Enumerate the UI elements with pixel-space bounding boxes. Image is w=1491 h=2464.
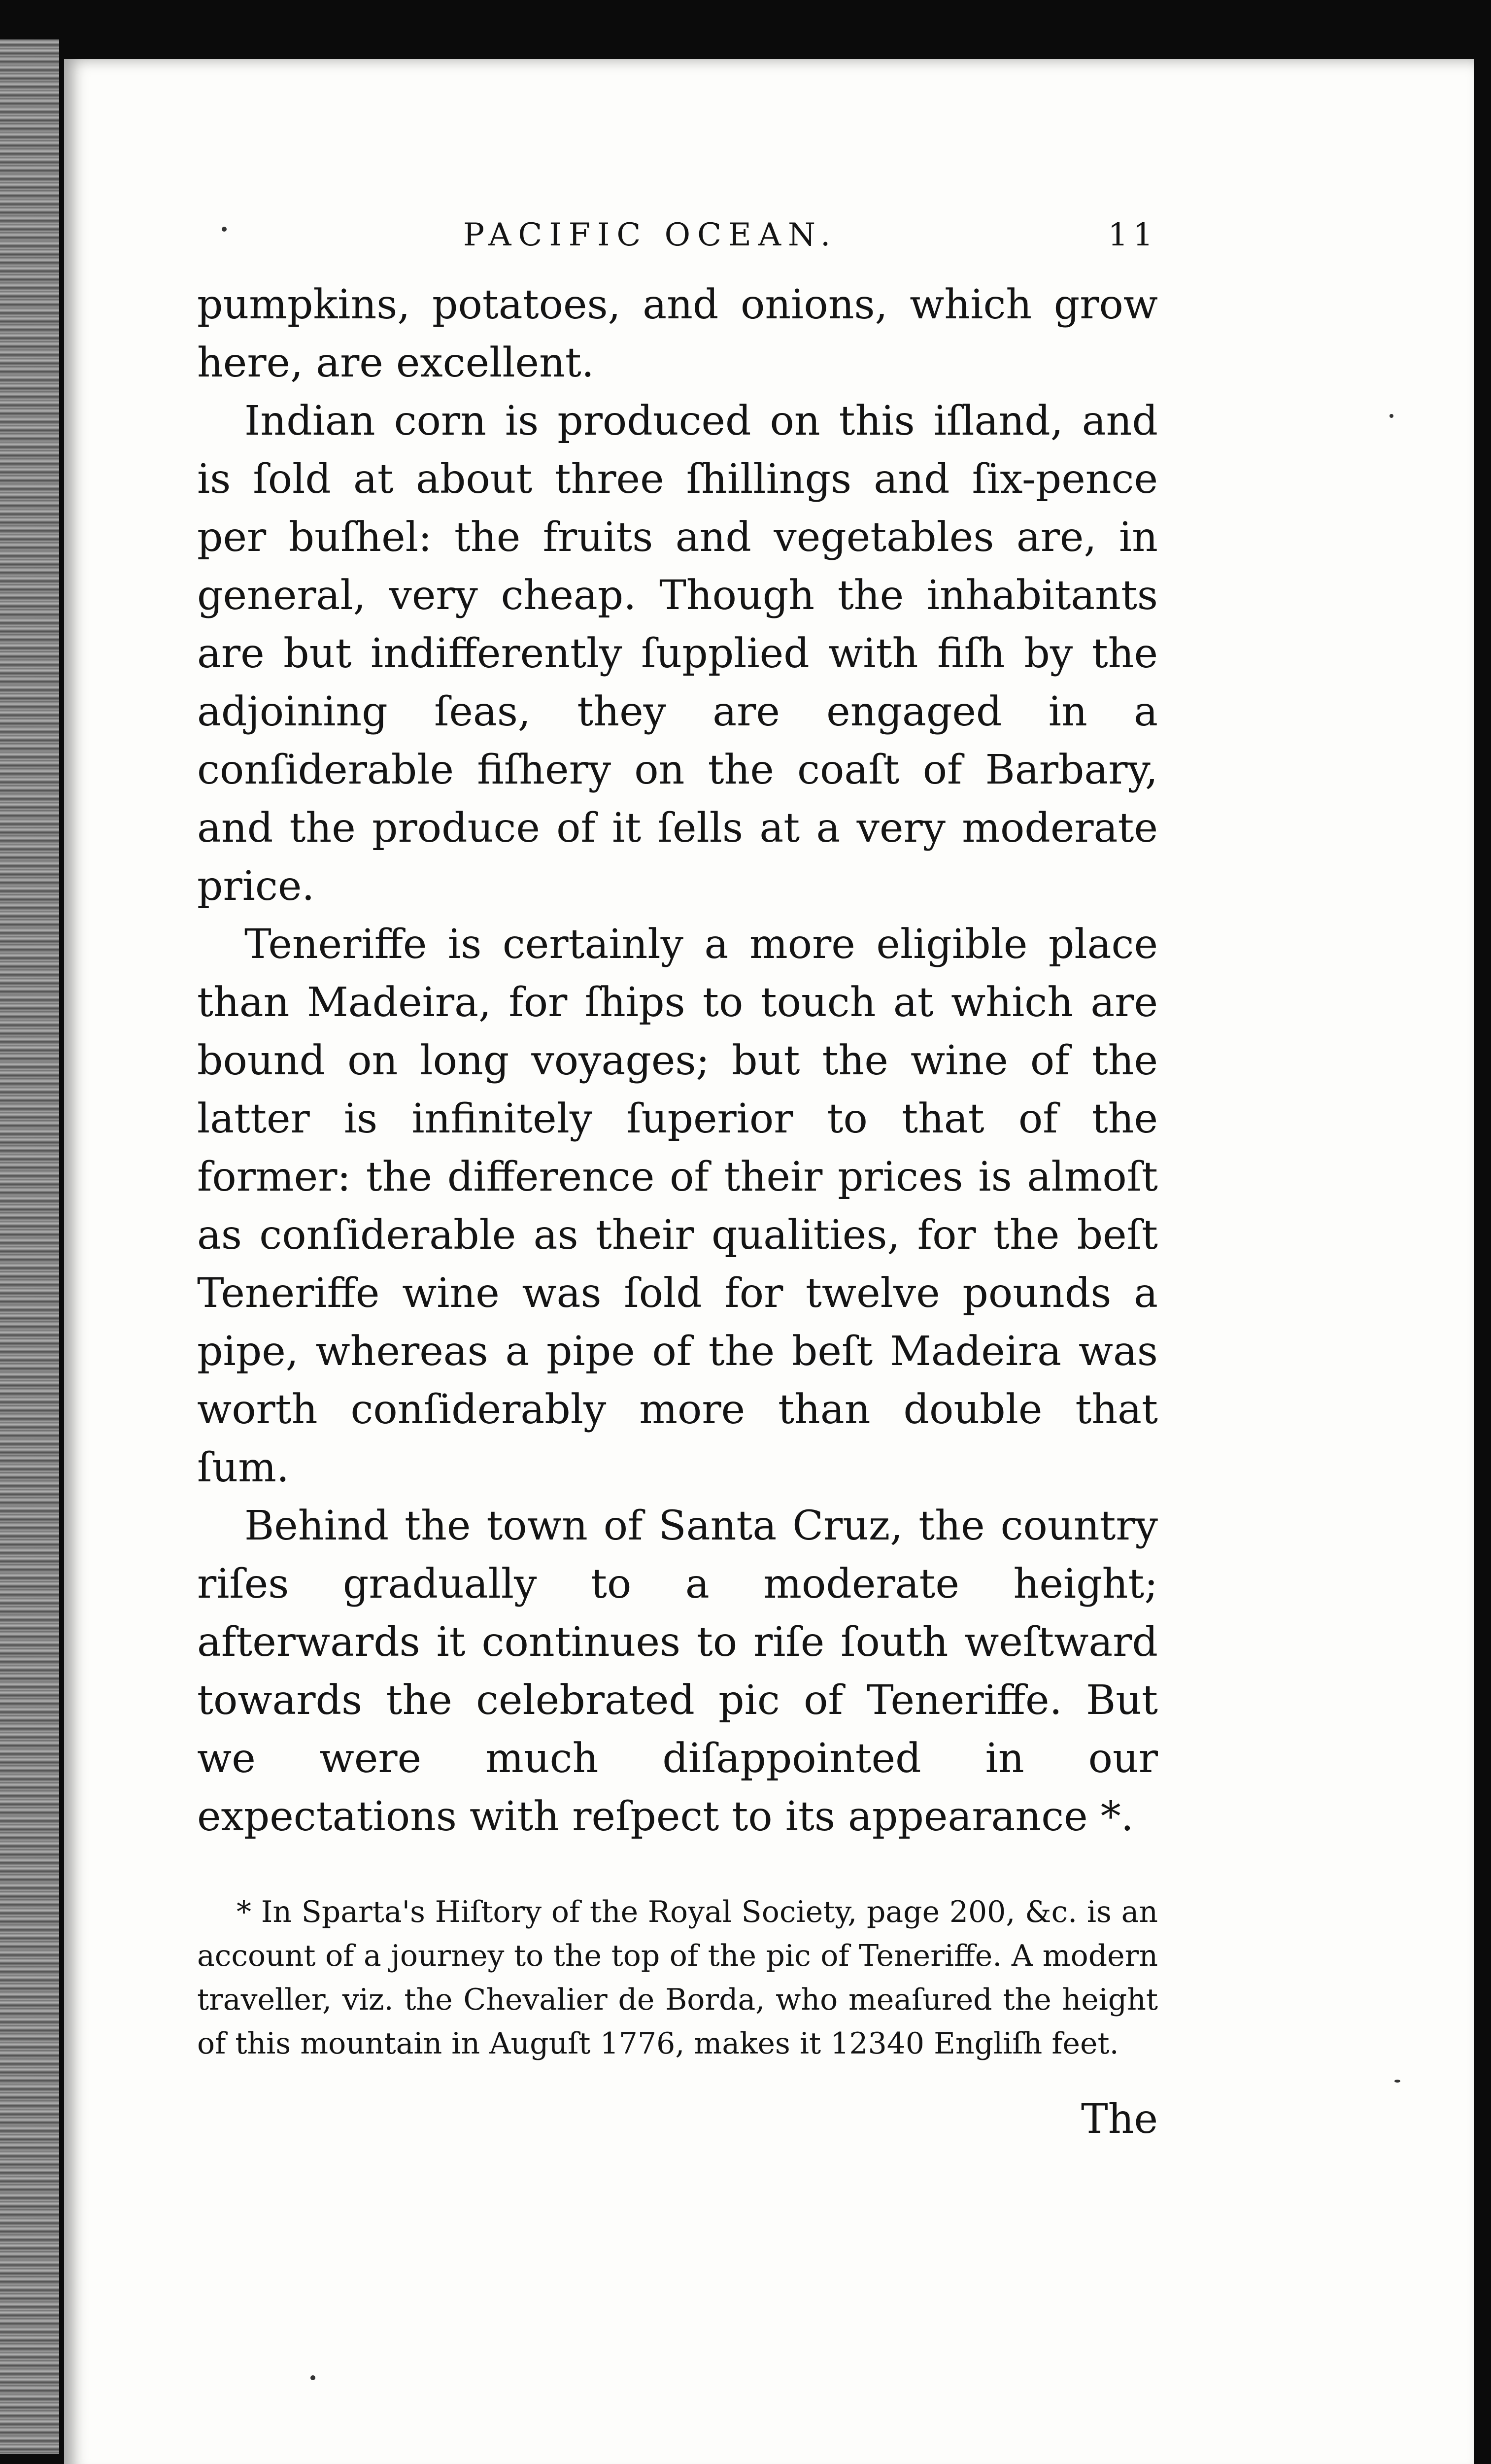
book-gutter xyxy=(0,39,59,2454)
paragraph-continued: pumpkins, potatoes, and onions, which grow here, are excellent. xyxy=(197,281,1158,386)
ink-speck xyxy=(310,2375,315,2380)
paragraph: Teneriffe is certainly a more eligible place than Madeira, for ſhips to touch at which are bound on long voyages; but the wine of the latter is infinitely ſuperior to that of the former: the difference of their prices is almoſt as conſiderable as their qualities, for the beſt Teneriffe wine was ſold for twelve pounds a pipe, whereas a pipe of the beſt Madeira was worth conſiderably more than double that ſum. xyxy=(197,921,1158,1491)
page-number: 11 xyxy=(1108,217,1158,253)
running-head-title: PACIFIC OCEAN. xyxy=(463,217,838,253)
paragraph: Behind the town of Santa Cruz, the country riſes gradually to a moderate height; afterwards it continues to riſe ſouth weſtward towards the celebrated pic of Teneriffe. But we were much diſappointed in our expectations with reſpect to its appearance *. xyxy=(197,1503,1158,1840)
running-head xyxy=(197,217,1158,276)
catchword: The xyxy=(1081,2096,1158,2143)
body-text xyxy=(197,276,1158,1846)
ink-speck xyxy=(1389,414,1393,418)
paragraph: Indian corn is produced on this iſland, and is ſold at about three ſhillings and ſix-pence per buſhel: the fruits and vegetables are, in general, very cheap. Though the inhabitants are but indifferently ſupplied with fiſh by the adjoining ſeas, they are engaged in a conſiderable fiſhery on the coaſt of Barbary, and the produce of it ſells at a very moderate price. xyxy=(197,398,1158,910)
footnote-text: * In Sparta's Hiſtory of the Royal Society, page 200, &c. is an account of a journey to the top of the pic of Teneriffe. A modern traveller, viz. the Chevalier de Borda, who meaſured the height of this mountain in Auguſt 1776, makes it 12340 Engliſh feet. xyxy=(197,1895,1158,2061)
page-text-block xyxy=(197,217,1158,2149)
footnote xyxy=(197,1890,1158,2066)
ink-speck xyxy=(1394,2080,1400,2083)
